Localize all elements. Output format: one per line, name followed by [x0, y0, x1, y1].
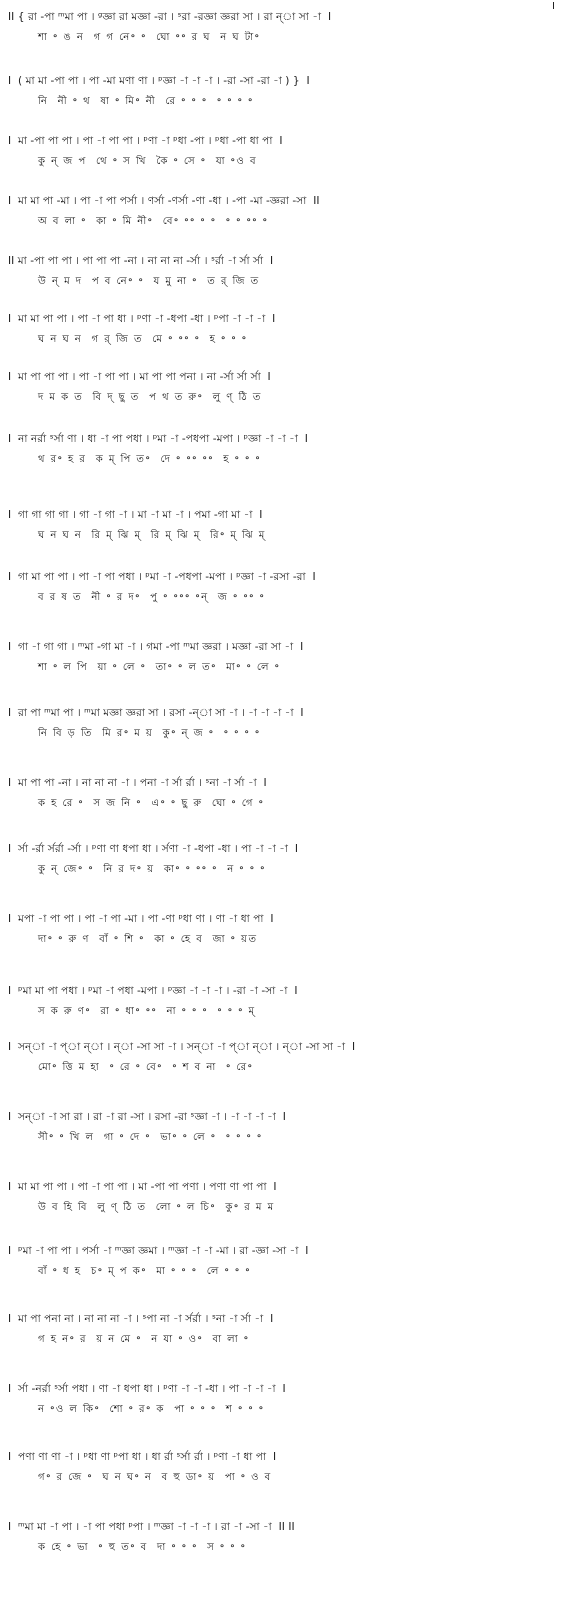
swara-line: I মা পা পা পা । পা -া পা পা । মা পা পা পনা । না -র্সা র্সা র্সা I — [8, 371, 271, 383]
lyric-line: ক হ রে ॰ স জ নি ॰ এ॰ ॰ ছু রু ঘো ॰ গে ॰ — [38, 798, 265, 809]
swara-line: I মপা -া পা পা । পা -া পা -মা । পা -ণা ᵖধা ণা । ণা -া ধা পা I — [8, 913, 274, 925]
swara-line: I পণা ণা ণা -া । ᵖধা ণা ᵖপা ধা । ধা র্রা ˢর্সা র্রা । ᵖণা -া ধা পা I — [8, 1451, 277, 1463]
notation-stanza — [8, 1040, 574, 1075]
swara-line: II { রা -পা ᵐমা পা । ᵍজ্ঞা রা মজ্ঞা -রা । ˢরা -রজ্ঞা জ্ঞরা সা । রা ন্‌া সা -া I — [8, 11, 332, 23]
lyric-line: ঘ ন ঘ ন রি ম্‌ ঝি ম্‌ রি ম্‌ ঝি ম্‌ রি॰ ম্‌ ঝি ম্‌ — [38, 530, 266, 541]
lyric-line: অ ব লা ॰ কা ॰ মি নী॰ বে॰ ॰॰ ॰ ॰ ॰ ॰ ॰॰ ॰ — [38, 216, 269, 227]
lyric-line: স ক রু ণ॰ রা ॰ ধা॰ ॰॰ না ॰ ॰ ॰ ॰ ॰ ॰ ম্‌ — [38, 1006, 256, 1017]
swara-line: I না নর্রা ˢর্সা ণা । ধা -া পা পধা । ᵖমা -া -পধপা -মপা । ᵖজ্ঞা -া -া -া I — [8, 433, 308, 445]
lyric-line: গ হ ন॰ র য় ন মে ॰ ন যা ॰ ও॰ বা লা ॰ — [38, 1334, 250, 1345]
swara-line: I র্সা -র্রা র্সর্রা -র্সা । ᵖণা ণা ধপা ধা । র্সণা -া -ধপা -ধা । পা -া -া -া I — [8, 843, 299, 855]
swara-line: I ᵐমা মা -া পা । -া পা পধা ᵖপা । ᵐজ্ঞা -া -া -া । রা -া -সা -া II II — [8, 1521, 295, 1533]
notation-stanza — [8, 984, 574, 1019]
notation-stanza — [8, 1110, 574, 1145]
lyric-line: নি নী ॰ থ ষা ॰ মি॰ নী রে ॰ ॰ ॰ ॰ ॰ ॰ ॰ — [38, 96, 254, 107]
lyric-line: গ॰ র জে ॰ ঘ ন ঘ॰ ন ব হু ডা॰ য় পা ॰ ও ব — [38, 1472, 272, 1483]
lyric-line: ব র ষ ত নী ॰ র দ॰ পু ॰ ॰॰॰ ॰ন্‌ জ ॰ ॰॰ ॰ — [38, 592, 266, 603]
notation-stanza — [8, 194, 574, 229]
lyric-line: থ র॰ হ র ক ম্‌ পি ত॰ দে ॰ ॰॰ ॰॰ হ ॰ ॰ ॰ — [38, 454, 262, 465]
notation-stanza — [8, 1450, 574, 1485]
notation-stanza — [8, 640, 574, 675]
lyric-line: মো॰ ত্তি ম হা ॰ রে ॰ বে॰ ॰ শ ব না ॰ রে॰ — [38, 1062, 254, 1073]
lyric-line: শা ॰ ঙ ন গ গ নে॰ ॰ ঘো ॰॰ র ঘ ন ঘ টা॰ — [38, 32, 261, 43]
swara-line: I মা মা পা পা । পা -া পা পা । মা -পা পা পণা । পণা ণা পা পা I — [8, 1181, 277, 1193]
notation-stanza — [8, 134, 574, 169]
swara-line: II মা -পা পা পা । পা পা পা -না । না না না -র্সা । ˢর্রা -া র্সা র্সা I — [8, 255, 274, 267]
swara-line: I ᵖমা -া পা পা । পর্সা -া ᵐজ্ঞা জ্ঞমা । ᵐজ্ঞা -া -া -মা । রা -জ্ঞা -সা -া I — [8, 1245, 309, 1257]
swara-line: I র্সা -নর্রা ˢর্সা পধা । ণা -া ধপা ধা । ᵖণা -া -া -ধা । পা -া -া -া I — [8, 1383, 286, 1395]
notation-stanza — [8, 776, 574, 811]
swara-line: I ( মা মা -পা পা । পা -মা মণা ণা । ᵖজ্ঞা -া -া -া । -রা -সা -রা -া ) } I — [8, 75, 310, 87]
notation-stanza — [8, 254, 574, 289]
swara-line: I গা -া গা গা । ᵐমা -গা মা -া । গমা -পা ᵐমা জ্ঞরা । মজ্ঞা -রা সা -া I — [8, 641, 304, 653]
lyric-line: কু ন্‌ জে॰ ॰ নি র দ॰ য় কা॰ ॰ ॰॰ ॰ ন ॰ ॰ ॰ — [38, 864, 266, 875]
notation-stanza — [8, 570, 574, 605]
lyric-line: কু ন্‌ জ প থে ॰ স খি কৈ ॰ সে ॰ যা ॰ও ব — [38, 156, 258, 167]
notation-stanza — [8, 370, 574, 405]
lyric-line: সী॰ ॰ খি ল গা ॰ দে ॰ ভা॰ ॰ লে ॰ ॰ ॰ ॰ ॰ — [38, 1132, 263, 1143]
swara-line: I ᵖমা মা পা পধা । ᵖমা -া পধা -মপা । ᵖজ্ঞা -া -া -া । -রা -া -সা -া I — [8, 985, 298, 997]
swara-line: I সন্‌া -া প্‌া ন্‌া । ন্‌া -সা সা -া । সন্‌া -া প্‌া ন্‌া । ন্‌া -সা সা -া I — [8, 1041, 356, 1053]
swara-line: I মা মা পা পা । পা -া পা ধা । ᵖণা -া -ধপা -ধা । ᵖপা -া -া -া I — [8, 313, 276, 325]
lyric-line: দ ম ক ত বি দ্‌ ছু ত প থ ত রু॰ লু ণ্‌ ঠি ত — [38, 392, 262, 403]
lyric-line: দা॰ ॰ রু ণ বাঁ ॰ শি ॰ কা ॰ হে ব জা ॰ য়ত — [38, 934, 258, 945]
lyric-line: নি বি ড় তি মি র॰ ম য় কু॰ ন্‌ জ ॰ ॰ ॰ ॰ ॰ — [38, 728, 261, 739]
lyric-line: ক হে ॰ ভা ॰ হু ত॰ ব দা ॰ ॰ ॰ স ॰ ॰ ॰ — [38, 1542, 247, 1553]
swara-line: I মা মা পা -মা । পা -া পা পর্সা । ণর্সা -ণর্সা -ণা -ধা । -পা -মা -জ্ঞরা -সা II — [8, 195, 320, 207]
notation-stanza — [8, 74, 574, 109]
swara-line: I মা -পা পা পা । পা -া পা পা । ᵖণা -া ᵖধা -পা । ᵖধা -পা ধা পা I — [8, 135, 283, 147]
swara-line: I গা গা গা গা । গা -া গা -া । মা -া মা -া । পমা -গা মা -া I — [8, 509, 263, 521]
lyric-line: উ ন্‌ ম দ প ব নে॰ ॰ য মু না ॰ ত র্‌ জি ত — [38, 276, 260, 287]
swara-line: I গা মা পা পা । পা -া পা পধা । ᵖমা -া -পধপা -মপা । ᵖজ্ঞা -া -রসা -রা I — [8, 571, 316, 583]
swara-line: I সন্‌া -া সা রা । রা -া রা -সা । রসা -রা ˢজ্ঞা -া । -া -া -া -া I — [8, 1111, 286, 1123]
notation-stanza — [8, 1180, 574, 1215]
lyric-line: ঘ ন ঘ ন গ র্‌ জি ত মে ॰ ॰॰ ॰ হ ॰ ॰ ॰ — [38, 334, 248, 345]
lyric-line: বাঁ ॰ ধ হ চ॰ ম্‌ প ক॰ মা ॰ ॰ ॰ লে ॰ ॰ ॰ — [38, 1266, 251, 1277]
notation-stanza — [8, 912, 574, 947]
swara-line: I মা পা পনা না । না না না -া । ˢপা না -া র্সর্রা । ˢনা -া র্সা -া I — [8, 1313, 274, 1325]
lyric-line: শা ॰ ল পি য়া ॰ লে ॰ তা॰ ॰ ল ত॰ মা॰ ॰ লে ॰ — [38, 662, 281, 673]
notation-stanza — [8, 842, 574, 877]
lyric-line: উ ব হি বি লু ণ্‌ ঠি ত লো ॰ ল চি॰ কু॰ র ম ম — [38, 1202, 275, 1213]
notation-stanza — [8, 312, 574, 347]
notation-stanza — [8, 432, 574, 467]
swara-line: I রা পা ᵐমা পা । ᵐমা মজ্ঞা জ্ঞরা সা । রসা -ন্‌া সা -া । -া -া -া -া I — [8, 707, 304, 719]
page-corner-mark — [553, 2, 554, 9]
notation-stanza — [8, 508, 574, 543]
swara-line: I মা পা পা -না । না না না -া । পনা -া র্সা র্রা । ˢনা -া র্সা -া I — [8, 777, 267, 789]
notation-stanza — [8, 1312, 574, 1347]
notation-stanza — [8, 706, 574, 741]
notation-stanza — [8, 1382, 574, 1417]
notation-stanza — [8, 10, 574, 45]
notation-stanza — [8, 1244, 574, 1279]
lyric-line: ন ॰ও ল কি॰ শো ॰ র॰ ক পা ॰ ॰ ॰ শ ॰ ॰ ॰ — [38, 1404, 265, 1415]
notation-stanza — [8, 1520, 574, 1555]
